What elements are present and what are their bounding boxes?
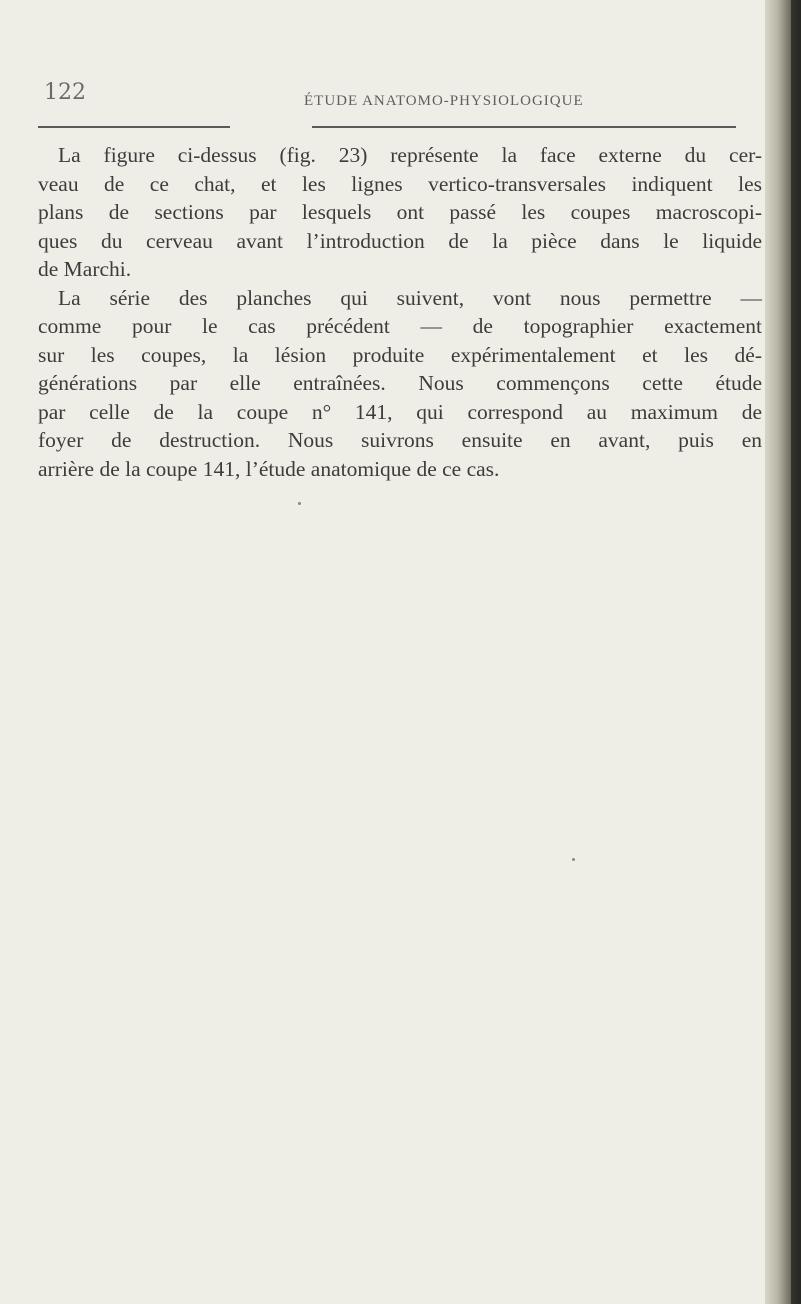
text-line: sur les coupes, la lésion produite expérimentalement et les dé- — [38, 342, 762, 367]
text-line: La figure ci-dessus (fig. 23) représente la face externe du cer- — [58, 143, 762, 167]
page-number: 122 — [44, 80, 86, 105]
header-rule-left — [38, 126, 230, 128]
paragraph-1 — [38, 141, 762, 284]
text-line: plans de sections par lesquels ont passé les coupes macroscopi- — [38, 200, 762, 224]
text-line: comme pour le cas précédent — de topographier exactement — [38, 314, 762, 338]
text-line: La série des planches qui suivent, vont nous permettre — — [58, 285, 762, 310]
text-line: générations par elle entraînées. Nous commençons cette étude — [38, 371, 762, 395]
text-line: foyer de destruction. Nous suivrons ensuite en avant, puis en — [38, 428, 762, 452]
text-line: arrière de la coupe 141, l’étude anatomique de ce cas. — [38, 456, 500, 481]
paper-speck — [298, 502, 301, 505]
body-text — [38, 141, 762, 483]
paragraph-2 — [38, 284, 762, 484]
text-line: ques du cerveau avant l’introduction de la pièce dans le liquide — [38, 228, 762, 253]
text-line: par celle de la coupe n° 141, qui correspond au maximum de — [38, 399, 762, 424]
text-line: veau de ce chat, et les lignes vertico-transversales indiquent les — [38, 171, 762, 196]
book-binding-shadow — [791, 0, 801, 1304]
header-rule-right — [312, 126, 736, 128]
paper-speck — [572, 858, 575, 861]
text-line: de Marchi. — [38, 257, 132, 281]
running-head: ÉTUDE ANATOMO-PHYSIOLOGIQUE — [304, 93, 584, 109]
